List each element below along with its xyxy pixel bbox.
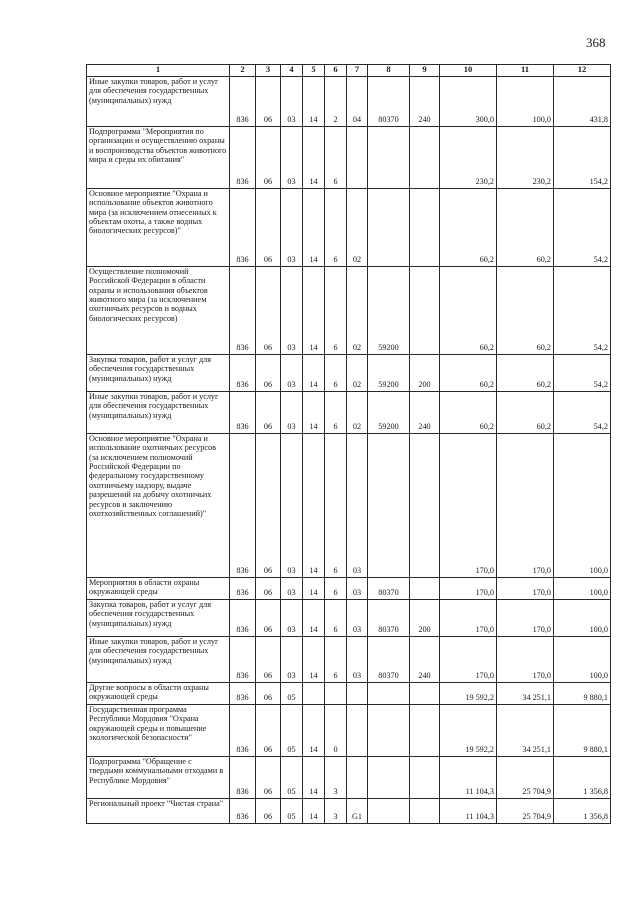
event-code: 03 — [347, 577, 368, 599]
amount-col-10: 170,0 — [440, 599, 497, 636]
subprogram-code: 3 — [325, 798, 347, 823]
amount-col-12: 100,0 — [554, 636, 611, 682]
amount-col-10: 170,0 — [440, 636, 497, 682]
table-header-row — [87, 65, 611, 77]
program-code: 14 — [303, 266, 325, 354]
program-code: 14 — [303, 577, 325, 599]
expense-type-code: 200 — [410, 354, 440, 391]
subprogram-code: 6 — [325, 188, 347, 266]
program-code: 14 — [303, 391, 325, 433]
direction-code — [368, 188, 410, 266]
budget-code: 836 — [230, 682, 256, 704]
budget-code: 836 — [230, 798, 256, 823]
budget-table — [86, 64, 611, 824]
amount-col-12: 54,2 — [554, 266, 611, 354]
event-code: G1 — [347, 798, 368, 823]
table-row — [87, 599, 611, 636]
section-code: 06 — [256, 126, 281, 188]
direction-code — [368, 756, 410, 798]
amount-col-11: 170,0 — [497, 433, 554, 577]
amount-col-12: 1 356,8 — [554, 798, 611, 823]
budget-code: 836 — [230, 188, 256, 266]
subsection-code: 03 — [281, 433, 303, 577]
expense-type-code: 240 — [410, 391, 440, 433]
budget-code: 836 — [230, 126, 256, 188]
event-code: 02 — [347, 354, 368, 391]
expense-type-code — [410, 577, 440, 599]
row-name: Мероприятия в области охраны окружающей среды — [87, 577, 230, 599]
amount-col-11: 170,0 — [497, 577, 554, 599]
amount-col-11: 34 251,1 — [497, 682, 554, 704]
direction-code — [368, 704, 410, 756]
section-code: 06 — [256, 266, 281, 354]
budget-code: 836 — [230, 76, 256, 126]
section-code: 06 — [256, 798, 281, 823]
subprogram-code: 6 — [325, 391, 347, 433]
expense-type-code — [410, 433, 440, 577]
table-row — [87, 266, 611, 354]
subsection-code: 03 — [281, 76, 303, 126]
subsection-code: 03 — [281, 126, 303, 188]
budget-code: 836 — [230, 599, 256, 636]
expense-type-code — [410, 266, 440, 354]
amount-col-10: 60,2 — [440, 188, 497, 266]
subsection-code: 03 — [281, 391, 303, 433]
program-code: 14 — [303, 354, 325, 391]
table-row — [87, 636, 611, 682]
amount-col-12: 154,2 — [554, 126, 611, 188]
amount-col-10: 170,0 — [440, 433, 497, 577]
amount-col-11: 60,2 — [497, 354, 554, 391]
program-code: 14 — [303, 126, 325, 188]
table-row — [87, 76, 611, 126]
section-code: 06 — [256, 636, 281, 682]
subprogram-code: 6 — [325, 266, 347, 354]
amount-col-10: 300,0 — [440, 76, 497, 126]
subprogram-code: 2 — [325, 76, 347, 126]
table-row — [87, 354, 611, 391]
direction-code: 80370 — [368, 636, 410, 682]
subsection-code: 03 — [281, 577, 303, 599]
table-row — [87, 126, 611, 188]
amount-col-10: 230,2 — [440, 126, 497, 188]
subprogram-code — [325, 682, 347, 704]
row-name: Иные закупки товаров, работ и услуг для обеспечения государственных (муниципальных) нужд — [87, 636, 230, 682]
expense-type-code — [410, 682, 440, 704]
table-row — [87, 188, 611, 266]
table-row — [87, 433, 611, 577]
direction-code — [368, 126, 410, 188]
column-header: 8 — [368, 65, 410, 77]
column-header: 9 — [410, 65, 440, 77]
event-code — [347, 682, 368, 704]
budget-code: 836 — [230, 391, 256, 433]
amount-col-11: 170,0 — [497, 599, 554, 636]
column-header: 10 — [440, 65, 497, 77]
program-code: 14 — [303, 636, 325, 682]
subprogram-code: 6 — [325, 599, 347, 636]
amount-col-10: 11 104,3 — [440, 756, 497, 798]
direction-code: 59200 — [368, 354, 410, 391]
row-name: Осуществление полномочий Российской Федерации в области охраны и использования объектов животного мира (за исключением охотничьих ресурсов и водных биологических ресурсов) — [87, 266, 230, 354]
amount-col-11: 60,2 — [497, 188, 554, 266]
budget-code: 836 — [230, 577, 256, 599]
amount-col-10: 19 592,2 — [440, 682, 497, 704]
event-code — [347, 126, 368, 188]
program-code: 14 — [303, 188, 325, 266]
row-name: Закупка товаров, работ и услуг для обеспечения государственных (муниципальных) нужд — [87, 354, 230, 391]
row-name: Основное мероприятие "Охрана и использование охотничьих ресурсов (за исключением полномочий Российской Федерации по федеральному государственному охотничьему надзору, выдаче разрешений на добычу охотничьих ресурсов и заключению охотхозяйственных соглашений)" — [87, 433, 230, 577]
section-code: 06 — [256, 599, 281, 636]
section-code: 06 — [256, 704, 281, 756]
direction-code: 80370 — [368, 599, 410, 636]
section-code: 06 — [256, 577, 281, 599]
subprogram-code: 6 — [325, 126, 347, 188]
section-code: 06 — [256, 354, 281, 391]
direction-code: 59200 — [368, 266, 410, 354]
subsection-code: 03 — [281, 266, 303, 354]
program-code: 14 — [303, 704, 325, 756]
section-code: 06 — [256, 76, 281, 126]
column-header: 3 — [256, 65, 281, 77]
amount-col-12: 431,8 — [554, 76, 611, 126]
page-number: 368 — [586, 35, 606, 50]
column-header: 7 — [347, 65, 368, 77]
subsection-code: 05 — [281, 798, 303, 823]
subprogram-code: 0 — [325, 704, 347, 756]
amount-col-11: 34 251,1 — [497, 704, 554, 756]
row-name: Иные закупки товаров, работ и услуг для обеспечения государственных (муниципальных) нужд — [87, 391, 230, 433]
subsection-code: 05 — [281, 704, 303, 756]
direction-code — [368, 433, 410, 577]
table-body — [87, 76, 611, 823]
section-code: 06 — [256, 682, 281, 704]
row-name: Закупка товаров, работ и услуг для обеспечения государственных (муниципальных) нужд — [87, 599, 230, 636]
subsection-code: 05 — [281, 682, 303, 704]
event-code: 02 — [347, 391, 368, 433]
event-code: 02 — [347, 188, 368, 266]
section-code: 06 — [256, 756, 281, 798]
budget-code: 836 — [230, 433, 256, 577]
direction-code: 80370 — [368, 76, 410, 126]
amount-col-12: 54,2 — [554, 391, 611, 433]
table-row — [87, 756, 611, 798]
amount-col-11: 25 704,9 — [497, 798, 554, 823]
subprogram-code: 6 — [325, 636, 347, 682]
table-row — [87, 391, 611, 433]
column-header: 1 — [87, 65, 230, 77]
row-name: Государственная программа Республики Мордовия "Охрана окружающей среды и повышение экологической безопасности" — [87, 704, 230, 756]
expense-type-code — [410, 798, 440, 823]
column-header: 5 — [303, 65, 325, 77]
section-code: 06 — [256, 391, 281, 433]
amount-col-12: 54,2 — [554, 188, 611, 266]
amount-col-12: 54,2 — [554, 354, 611, 391]
budget-code: 836 — [230, 636, 256, 682]
event-code — [347, 704, 368, 756]
row-name: Основное мероприятие "Охрана и использование объектов животного мира (за исключением отнесенных к объектам охоты, а также водных биологических ресурсов)" — [87, 188, 230, 266]
amount-col-11: 25 704,9 — [497, 756, 554, 798]
amount-col-10: 19 592,2 — [440, 704, 497, 756]
column-header: 12 — [554, 65, 611, 77]
amount-col-10: 170,0 — [440, 577, 497, 599]
amount-col-11: 100,0 — [497, 76, 554, 126]
direction-code — [368, 798, 410, 823]
amount-col-12: 100,0 — [554, 599, 611, 636]
column-header: 6 — [325, 65, 347, 77]
row-name: Иные закупки товаров, работ и услуг для обеспечения государственных (муниципальных) нужд — [87, 76, 230, 126]
amount-col-11: 170,0 — [497, 636, 554, 682]
column-header: 2 — [230, 65, 256, 77]
budget-code: 836 — [230, 704, 256, 756]
amount-col-12: 9 880,1 — [554, 682, 611, 704]
event-code: 04 — [347, 76, 368, 126]
subsection-code: 03 — [281, 354, 303, 391]
row-name: Другие вопросы в области охраны окружающей среды — [87, 682, 230, 704]
event-code — [347, 756, 368, 798]
row-name: Подпрограмма "Мероприятия по организации и осуществлению охраны и воспроизводства объектов животного мира и среды их обитания" — [87, 126, 230, 188]
amount-col-12: 100,0 — [554, 433, 611, 577]
column-header: 4 — [281, 65, 303, 77]
amount-col-10: 60,2 — [440, 266, 497, 354]
table-row — [87, 577, 611, 599]
program-code: 14 — [303, 76, 325, 126]
program-code: 14 — [303, 756, 325, 798]
budget-code: 836 — [230, 756, 256, 798]
program-code: 14 — [303, 599, 325, 636]
expense-type-code: 200 — [410, 599, 440, 636]
program-code — [303, 682, 325, 704]
section-code: 06 — [256, 188, 281, 266]
row-name: Подпрограмма "Обращение с твердыми коммунальными отходами в Республике Мордовия" — [87, 756, 230, 798]
expense-type-code: 240 — [410, 76, 440, 126]
amount-col-11: 60,2 — [497, 266, 554, 354]
event-code: 03 — [347, 599, 368, 636]
subsection-code: 03 — [281, 636, 303, 682]
expense-type-code — [410, 188, 440, 266]
direction-code: 59200 — [368, 391, 410, 433]
direction-code: 80370 — [368, 577, 410, 599]
subsection-code: 05 — [281, 756, 303, 798]
subprogram-code: 6 — [325, 577, 347, 599]
subprogram-code: 3 — [325, 756, 347, 798]
row-name: Региональный проект "Чистая страна" — [87, 798, 230, 823]
section-code: 06 — [256, 433, 281, 577]
direction-code — [368, 682, 410, 704]
table-row — [87, 798, 611, 823]
expense-type-code — [410, 126, 440, 188]
program-code: 14 — [303, 798, 325, 823]
subprogram-code: 6 — [325, 354, 347, 391]
amount-col-11: 230,2 — [497, 126, 554, 188]
amount-col-10: 60,2 — [440, 391, 497, 433]
event-code: 03 — [347, 433, 368, 577]
amount-col-10: 60,2 — [440, 354, 497, 391]
expense-type-code: 240 — [410, 636, 440, 682]
budget-code: 836 — [230, 266, 256, 354]
event-code: 03 — [347, 636, 368, 682]
budget-code: 836 — [230, 354, 256, 391]
program-code: 14 — [303, 433, 325, 577]
subprogram-code: 6 — [325, 433, 347, 577]
table-row — [87, 704, 611, 756]
amount-col-12: 1 356,8 — [554, 756, 611, 798]
event-code: 02 — [347, 266, 368, 354]
expense-type-code — [410, 756, 440, 798]
subsection-code: 03 — [281, 188, 303, 266]
table-row — [87, 682, 611, 704]
subsection-code: 03 — [281, 599, 303, 636]
amount-col-10: 11 104,3 — [440, 798, 497, 823]
expense-type-code — [410, 704, 440, 756]
column-header: 11 — [497, 65, 554, 77]
amount-col-12: 9 880,1 — [554, 704, 611, 756]
amount-col-11: 60,2 — [497, 391, 554, 433]
amount-col-12: 100,0 — [554, 577, 611, 599]
